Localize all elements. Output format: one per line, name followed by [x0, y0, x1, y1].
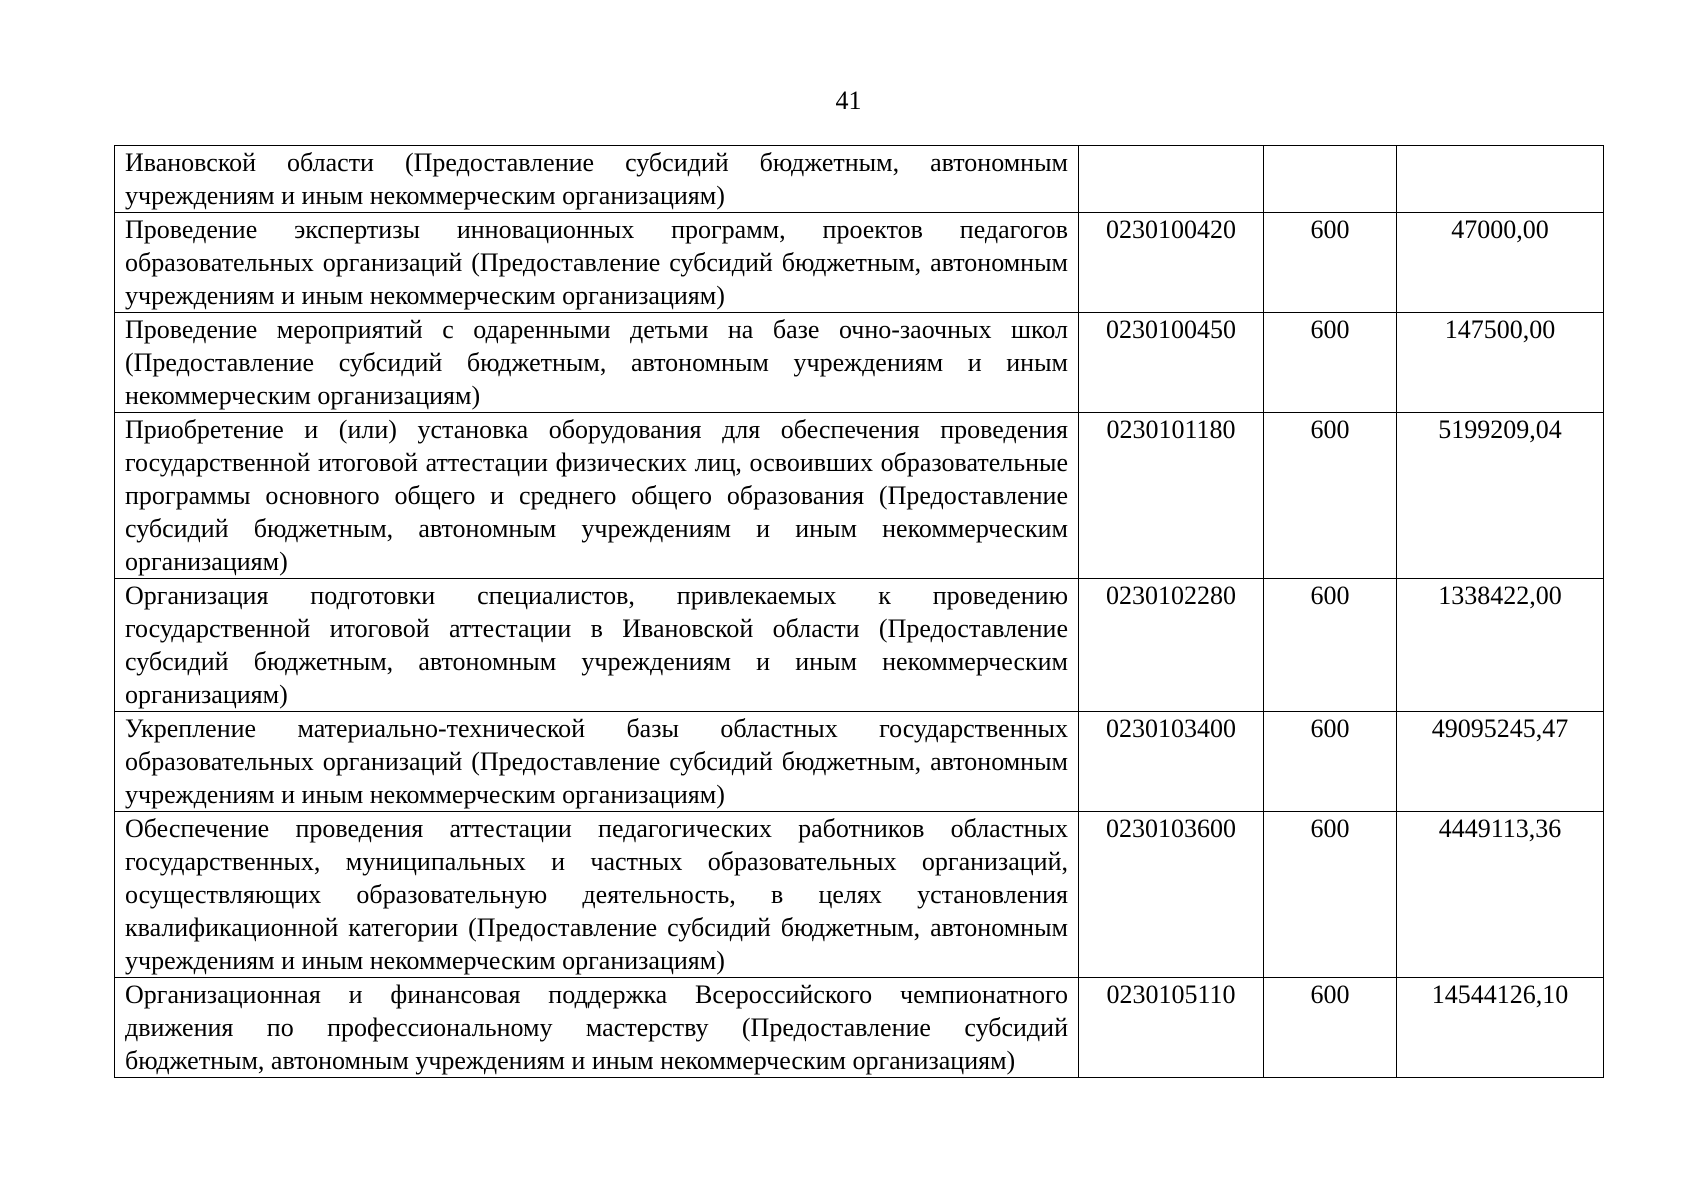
row-expense-type: 600 [1264, 313, 1397, 413]
row-expense-type: 600 [1264, 978, 1397, 1078]
row-amount: 1338422,00 [1397, 579, 1604, 712]
budget-table [114, 145, 1604, 1078]
row-amount: 49095245,47 [1397, 712, 1604, 812]
row-code [1079, 146, 1264, 213]
row-description: Организация подготовки специалистов, привлекаемых к проведению государственной итоговой аттестации в Ивановской области (Предоставление субсидий бюджетным, автономным учреждениям и иным некоммерческим организациям) [115, 579, 1079, 712]
row-description: Обеспечение проведения аттестации педагогических работников областных государственных, муниципальных и частных образовательных организаций, осуществляющих образовательную деятельность, в целях установления квалификационной категории (Предоставление субсидий бюджетным, автономным учреждениям и иным некоммерческим организациям) [115, 812, 1079, 978]
row-amount: 47000,00 [1397, 213, 1604, 313]
row-description: Ивановской области (Предоставление субсидий бюджетным, автономным учреждениям и иным некоммерческим организациям) [115, 146, 1079, 213]
row-expense-type: 600 [1264, 213, 1397, 313]
row-code: 0230103400 [1079, 712, 1264, 812]
row-code: 0230100420 [1079, 213, 1264, 313]
row-expense-type: 600 [1264, 712, 1397, 812]
row-expense-type [1264, 146, 1397, 213]
row-code: 0230101180 [1079, 413, 1264, 579]
table-row [115, 313, 1604, 413]
row-amount: 14544126,10 [1397, 978, 1604, 1078]
table-row [115, 812, 1604, 978]
row-amount: 147500,00 [1397, 313, 1604, 413]
row-expense-type: 600 [1264, 413, 1397, 579]
table-row [115, 712, 1604, 812]
row-amount: 5199209,04 [1397, 413, 1604, 579]
table-row [115, 978, 1604, 1078]
row-code: 0230103600 [1079, 812, 1264, 978]
row-expense-type: 600 [1264, 579, 1397, 712]
row-code: 0230105110 [1079, 978, 1264, 1078]
page-number: 41 [835, 86, 862, 115]
row-description: Проведение мероприятий с одаренными детьми на базе очно-заочных школ (Предоставление субсидий бюджетным, автономным учреждениям и иным некоммерческим организациям) [115, 313, 1079, 413]
table-row [115, 579, 1604, 712]
table-row [115, 146, 1604, 213]
row-description: Приобретение и (или) установка оборудования для обеспечения проведения государственной итоговой аттестации физических лиц, освоивших образовательные программы основного общего и среднего общего образования (Предоставление субсидий бюджетным, автономным учреждениям и иным некоммерческим организациям) [115, 413, 1079, 579]
row-amount [1397, 146, 1604, 213]
row-code: 0230100450 [1079, 313, 1264, 413]
row-amount: 4449113,36 [1397, 812, 1604, 978]
row-code: 0230102280 [1079, 579, 1264, 712]
row-description: Организационная и финансовая поддержка Всероссийского чемпионатного движения по профессиональному мастерству (Предоставление субсидий бюджетным, автономным учреждениям и иным некоммерческим организациям) [115, 978, 1079, 1078]
row-description: Проведение экспертизы инновационных программ, проектов педагогов образовательных организаций (Предоставление субсидий бюджетным, автономным учреждениям и иным некоммерческим организациям) [115, 213, 1079, 313]
row-expense-type: 600 [1264, 812, 1397, 978]
table-row [115, 413, 1604, 579]
table-row [115, 213, 1604, 313]
row-description: Укрепление материально-технической базы областных государственных образовательных организаций (Предоставление субсидий бюджетным, автономным учреждениям и иным некоммерческим организациям) [115, 712, 1079, 812]
